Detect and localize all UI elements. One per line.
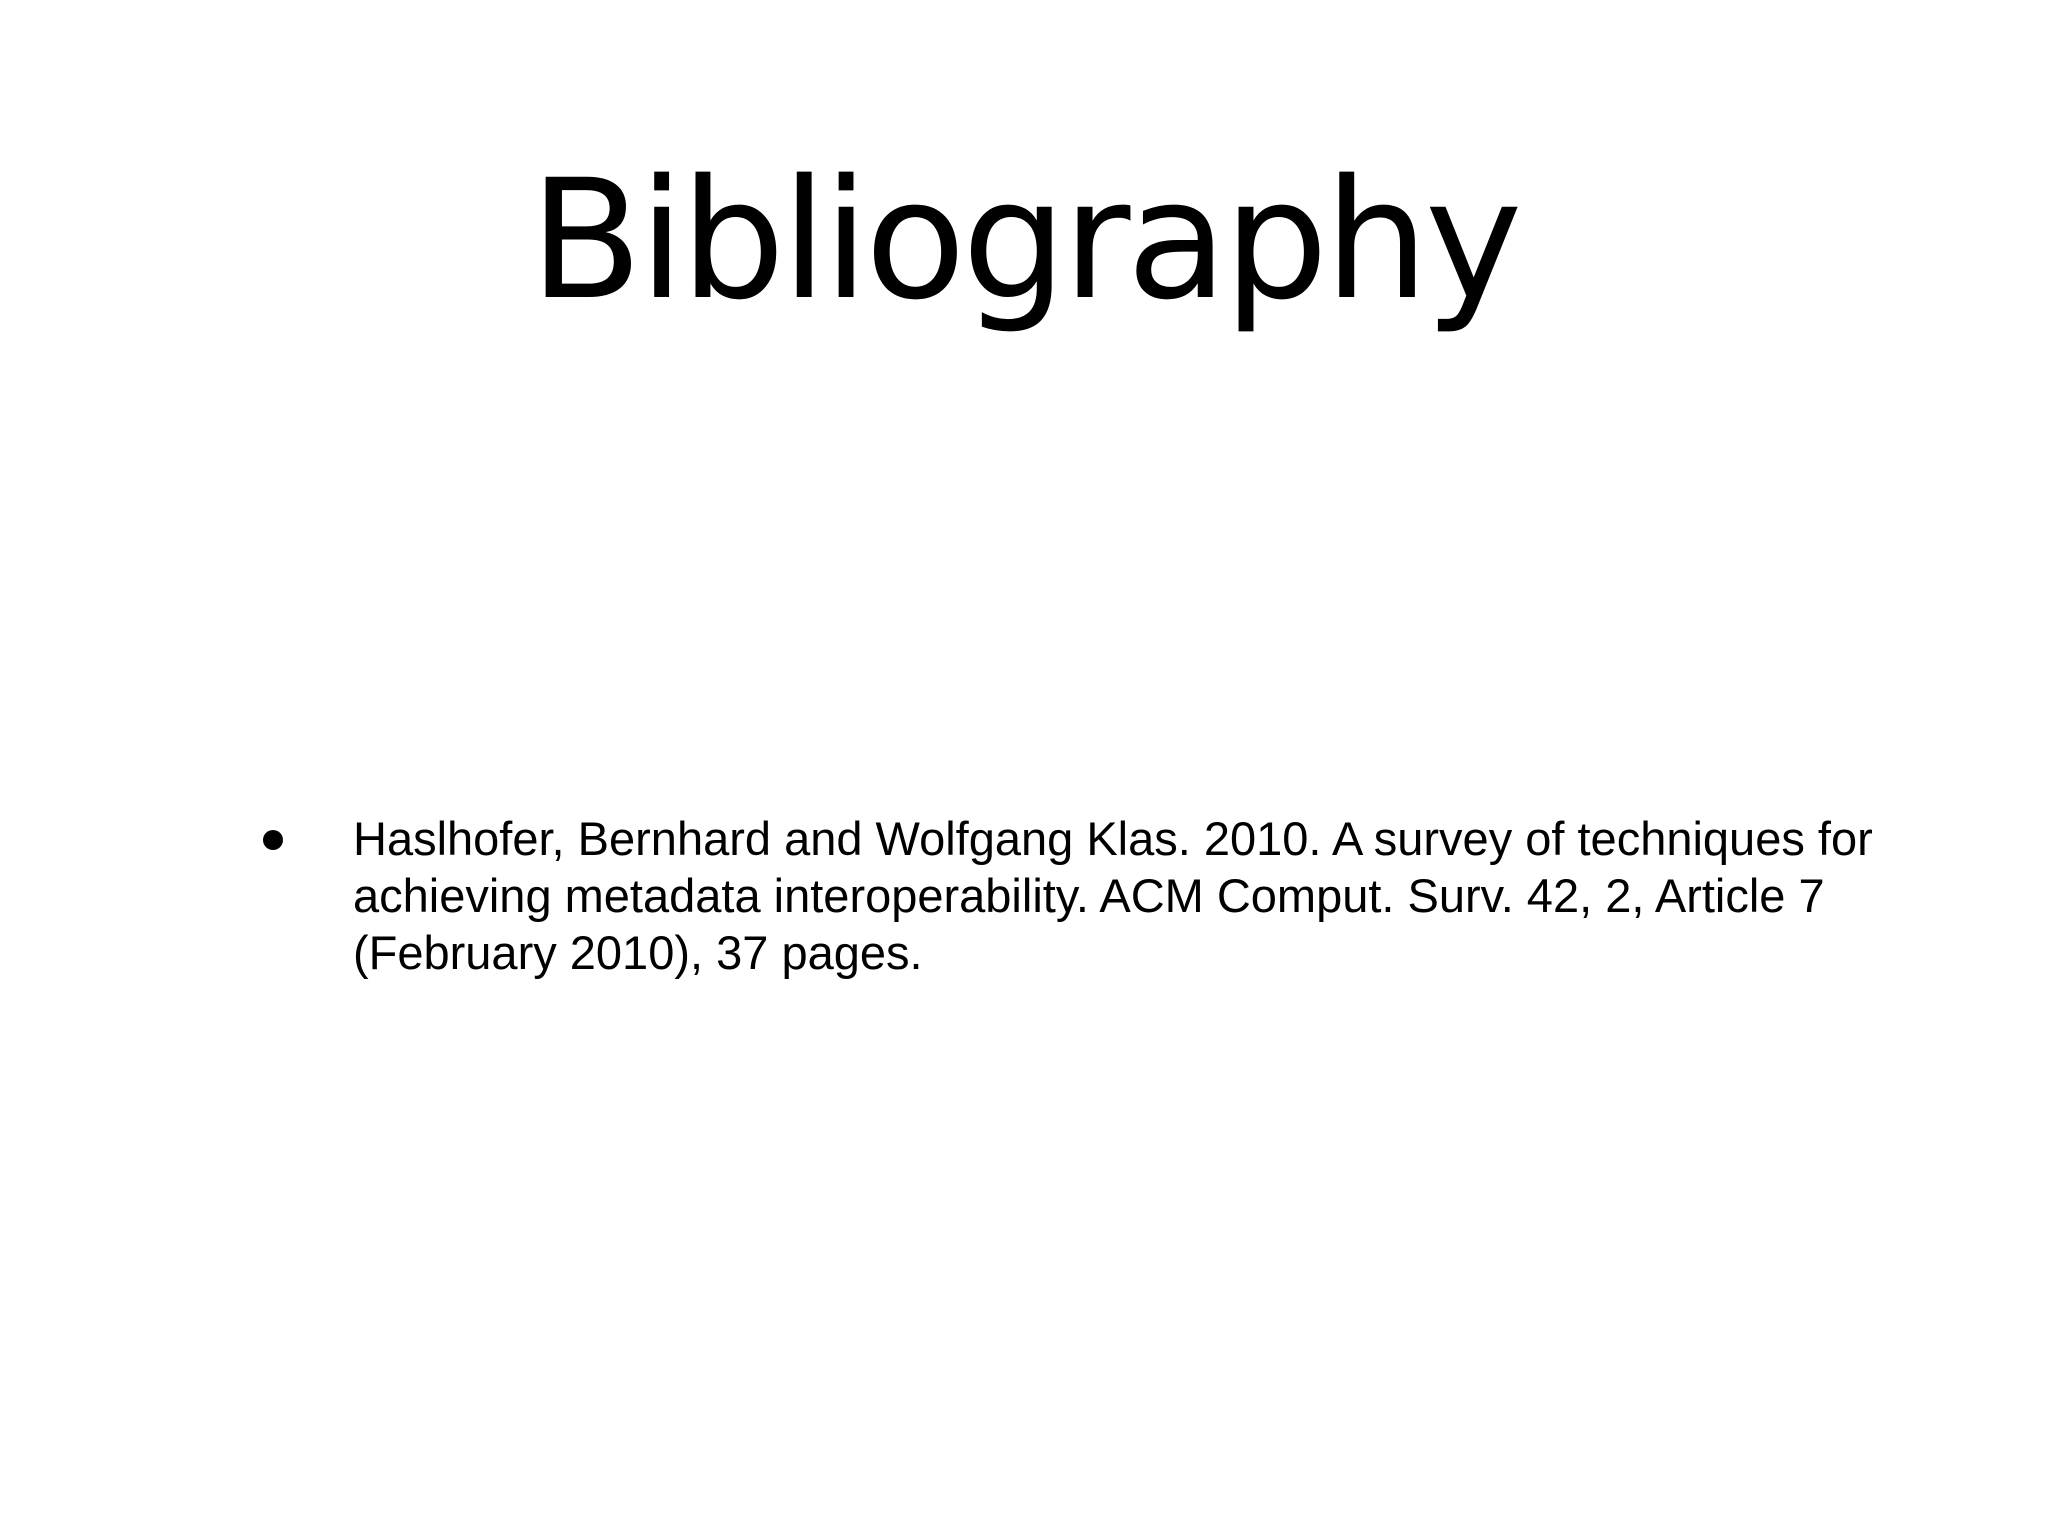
bullet-icon	[263, 830, 283, 850]
reference-item	[258, 810, 1878, 981]
reference-text: Haslhofer, Bernhard and Wolfgang Klas. 2010. A survey of techniques for achieving metadata interoperability. ACM Comput. Surv. 42, 2, Article 7 (February 2010), 37 pages.	[353, 812, 1873, 979]
reference-list	[258, 810, 1878, 981]
slide-title: Bibliography	[529, 144, 1519, 336]
